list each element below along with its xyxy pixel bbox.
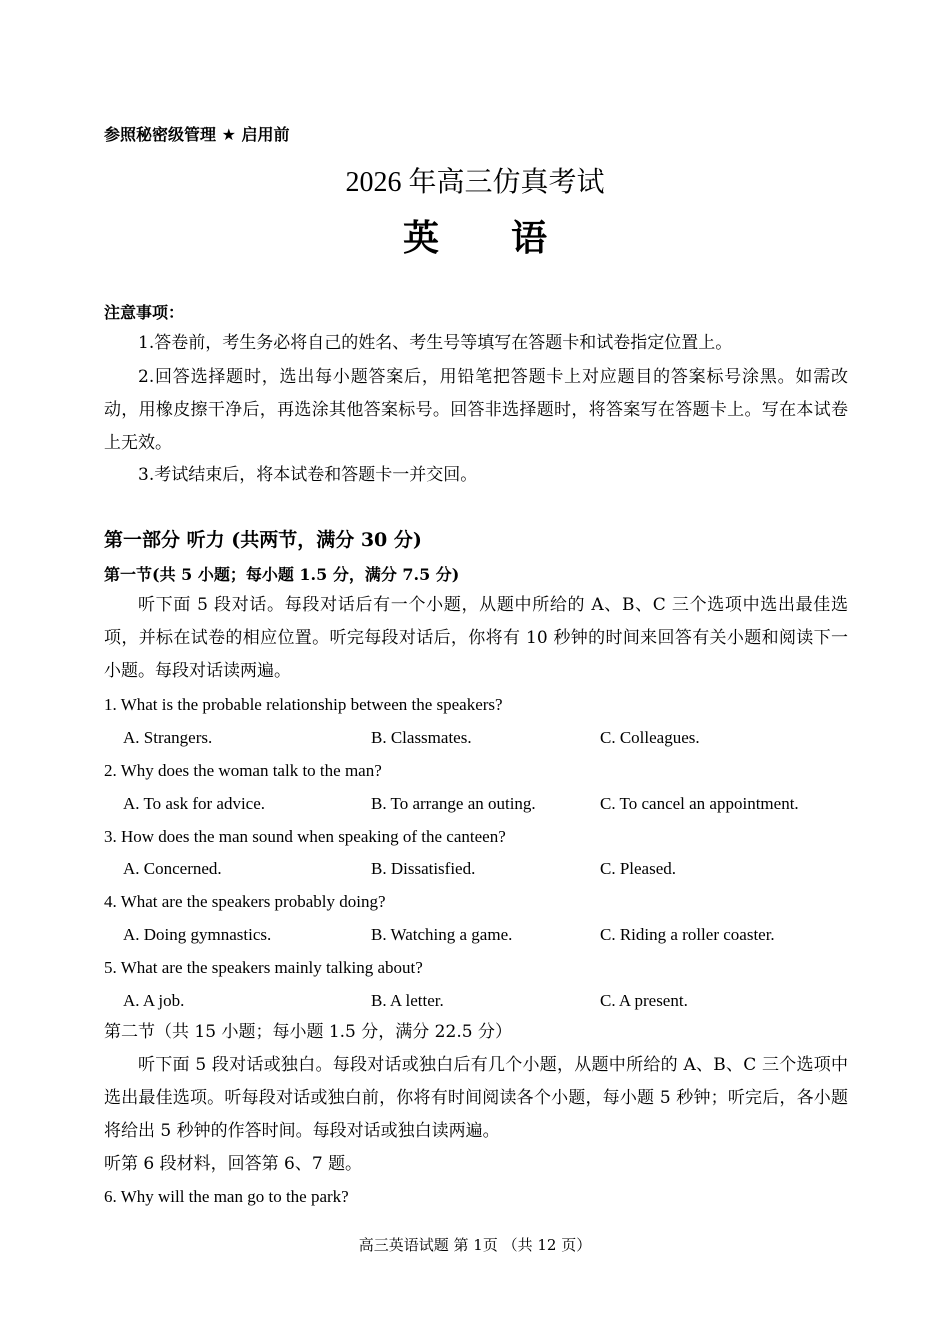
question-3-option-a: A. Concerned. xyxy=(123,859,222,878)
notice-item-3: 3.考试结束后，将本试卷和答题卡一并交回。 xyxy=(138,465,478,485)
question-2-option-c: C. To cancel an appointment. xyxy=(600,794,799,813)
notice-item-2: 2.回答选择题时，选出每小题答案后，用铅笔把答题卡上对应题目的答案标号涂黑。如需改动，用橡皮擦干净后，再选涂其他答案标号。回答非选择题时，将答案写在答题卡上。写在本试卷上无效。 xyxy=(104,367,848,453)
question-2-stem: 2. Why does the woman talk to the man? xyxy=(104,761,382,780)
page-footer: 高三英语试题 第 1页 （共 12 页） xyxy=(358,1236,592,1254)
question-5-option-a: A. A job. xyxy=(123,991,185,1010)
classification-label: 参照秘密级管理 ★ 启用前 xyxy=(104,125,290,144)
notice-heading: 注意事项： xyxy=(104,303,185,322)
question-3-stem: 3. How does the man sound when speaking of the canteen? xyxy=(104,827,506,846)
section2-title: 第二节（共 15 小题；每小题 1.5 分，满分 22.5 分） xyxy=(104,1022,512,1042)
question-5-option-b: B. A letter. xyxy=(371,991,444,1010)
subject-title: 英 语 xyxy=(402,218,547,259)
question-2-option-a: A. To ask for advice. xyxy=(123,794,266,813)
question-6-stem: 6. Why will the man go to the park? xyxy=(104,1187,349,1206)
question-3-option-b: B. Dissatisfied. xyxy=(371,859,476,878)
question-5-option-c: C. A present. xyxy=(600,991,688,1010)
section1-instructions: 听下面 5 段对话。每段对话后有一个小题，从题中所给的 A、B、C 三个选项中选出最佳选项，并标在试卷的相应位置。听完每段对话后，你将有 10 秒钟的时间来回答有关小题和阅读下一小题。每段对话读两遍。 xyxy=(104,595,848,681)
question-4-stem: 4. What are the speakers probably doing? xyxy=(104,892,386,911)
question-2-option-b: B. To arrange an outing. xyxy=(371,794,536,813)
material-6-intro: 听第 6 段材料，回答第 6、7 题。 xyxy=(104,1154,363,1174)
question-4-option-a: A. Doing gymnastics. xyxy=(123,925,272,944)
question-4-option-c: C. Riding a roller coaster. xyxy=(600,925,775,944)
section2-instructions: 听下面 5 段对话或独白。每段对话或独白后有几个小题，从题中所给的 A、B、C 三个选项中选出最佳选项。听每段对话或独白前，你将有时间阅读各个小题，每小题 5 秒钟；听完后，各小题将给出 5 秒钟的作答时间。每段对话或独白读两遍。 xyxy=(104,1055,848,1141)
notice-item-1: 1.答卷前，考生务必将自己的姓名、考生号等填写在答题卡和试卷指定位置上。 xyxy=(138,333,733,353)
part1-title: 第一部分 听力 (共两节，满分 30 分) xyxy=(104,529,422,551)
question-1-stem: 1. What is the probable relationship between the speakers? xyxy=(104,695,503,714)
question-1-option-b: B. Classmates. xyxy=(371,728,472,747)
question-4-option-b: B. Watching a game. xyxy=(371,925,513,944)
question-1-option-c: C. Colleagues. xyxy=(600,728,700,747)
question-5-stem: 5. What are the speakers mainly talking about? xyxy=(104,958,423,977)
question-3-option-c: C. Pleased. xyxy=(600,859,677,878)
section1-title: 第一节(共 5 小题；每小题 1.5 分，满分 7.5 分) xyxy=(104,565,460,584)
question-1-option-a: A. Strangers. xyxy=(123,728,213,747)
exam-title: 2026 年高三仿真考试 xyxy=(345,167,605,198)
